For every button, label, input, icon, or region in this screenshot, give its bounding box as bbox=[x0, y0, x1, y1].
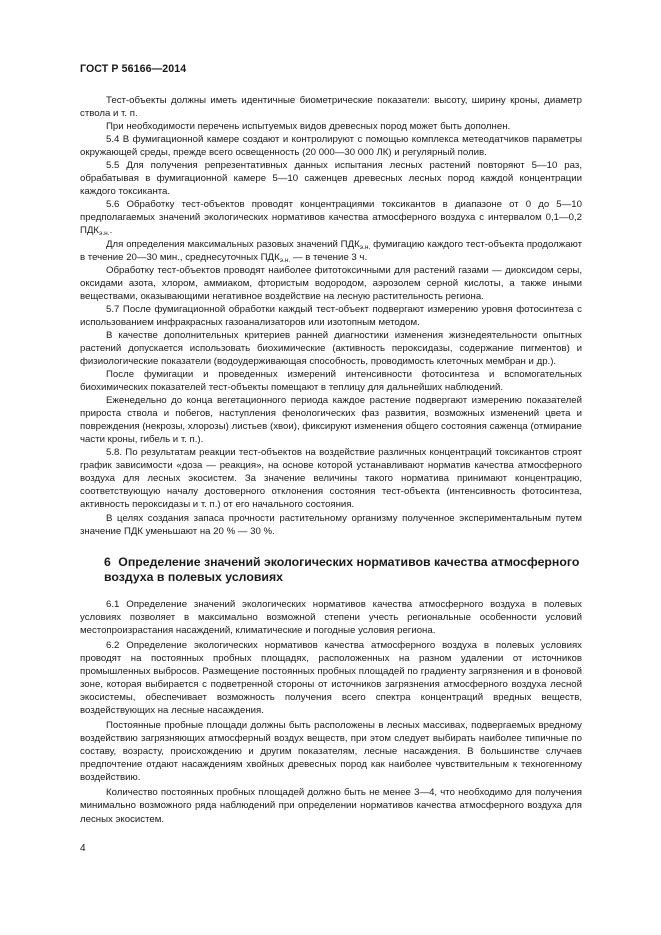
paragraph: После фумигации и проведенных измерений интенсивности фотосинтеза и вспомогательных биохимических показателей тест-объекты помещают в теплицу для дальнейших наблюдений. bbox=[80, 368, 582, 394]
paragraph-5-5: 5.5 Для получения репрезентативных данных испытания лесных растений повторяют 5—10 раз, обрабатывая в фумигационной камере 5—10 саженцев древесных лесных пород каждой концентрации каждого токсиканта. bbox=[80, 160, 582, 198]
paragraph-5-7: 5.7 После фумигационной обработки каждый тест-объект подвергают измерению уровня фотосинтеза с использованием инфракрасных газоанализаторов или изотопным методом. bbox=[80, 303, 582, 328]
paragraph: В целях создания запаса прочности растительному организму полученное экспериментальным путем значение ПДК уменьшают на 20 % — 30 %. bbox=[80, 512, 582, 537]
paragraph: Количество постоянных пробных площадей должно быть не менее 3—4, что необходимо для получения минимально возможного ряда наблюдений при определении нормативов качества атмосферного воздуха для лесных экосистем. bbox=[80, 787, 582, 825]
paragraph: Тест-объекты должны иметь идентичные биометрические показатели: высоту, ширину кроны, диаметр ствола и т. п. bbox=[80, 95, 582, 120]
paragraph bbox=[80, 238, 582, 264]
paragraph-text: 5.6 Обработку тест-объектов проводят концентрациями токсикантов в диапазоне от 0 до 5—10 предполагаемых значений экологических нормативов качества атмосферного воздуха с интервалом 0,1—0,2 ПДК bbox=[80, 199, 582, 237]
paragraph: Постоянные пробные площади должны быть расположены в лесных массивах, подвергаемых вредному воздействию загрязняющих атмосферный воздух веществ, при этом следует выбирать наиболее типичные по составу, возрасту, происхождению и другим показателям, лесные насаждения. В большинстве случаев предпочтение отдают насаждениям хвойных древесных пород как наиболее чувствительным к техногенному воздействию. bbox=[80, 720, 582, 784]
paragraph-text: — в течение 3 ч. bbox=[290, 251, 368, 263]
page-number: 4 bbox=[80, 843, 86, 854]
section-title: Определение значений экологических нормативов качества атмосферного воздуха в полевых условиях bbox=[104, 554, 580, 585]
page-header: ГОСТ Р 56166—2014 bbox=[80, 63, 187, 75]
paragraph-6-2: 6.2 Определение экологических нормативов качества атмосферного воздуха в полевых условиях проводят на постоянных пробных площадях, расположенных на разном удалении от источников промышленных выбросов. Размещение постоянных пробных площадей по градиенту загрязнения и в фоновой зоне, которая выбирается с подветренной стороны от источников загрязнения атмосферного воздуха лесной экосистемы, обеспечивает возможность получения всего спектра концентраций вредных веществ, воздействующих на лесные насаждения. bbox=[80, 639, 582, 717]
paragraph-5-6 bbox=[80, 198, 582, 237]
paragraph-text: фумигацию каждого тест-объекта продолжают в течение 20—30 мин., среднесуточных ПДК bbox=[80, 238, 582, 263]
document-body bbox=[80, 94, 582, 826]
paragraph-6-1: 6.1 Определение значений экологических нормативов качества атмосферного воздуха в полевых условиях позволяет в максимально возможной степени учесть региональные особенности условий местопроизрастания насаждений, климатические и погодные условия региона. bbox=[80, 598, 582, 636]
paragraph: В качестве дополнительных критериев ранней диагностики изменения жизнедеятельности опытных растений допускается использовать биохимические (активность пероксидазы, содержание пигментов) и физиологические показатели (водоудерживающая способность, проводимость клеточных мембран и др.). bbox=[80, 329, 582, 367]
section-heading bbox=[80, 555, 582, 586]
paragraph-5-8: 5.8. По результатам реакции тест-объектов на воздействие различных концентраций токсикантов строят график зависимости «доза — реакция», на основе которой устанавливают норматив качества атмосферного воздуха для лесных экосистем. За значение величины такого норматива принимают концентрацию, соответствующую началу достоверного отклонения состояния тест-объекта (интенсивность фотосинтеза, активность пероксидазы и т. п.) от его начального состояния. bbox=[80, 447, 582, 511]
subscript: э.н. bbox=[279, 256, 291, 264]
paragraph: Еженедельно до конца вегетационного периода каждое растение подвергают измерению показателей прироста ствола и побегов, наступления фенологических фаз развития, возможных изменений цвета и повреждения (некрозы, хлорозы) листьев (хвои), фиксируют изменения общего состояния саженца (отмирание части кроны, гибель и т. п.). bbox=[80, 395, 582, 446]
paragraph: Обработку тест-объектов проводят наиболее фитотоксичными для растений газами — диоксидом серы, оксидами азота, хлором, аммиаком, фтористым водородом, аэрозолем серной кислоты, а также иными веществами, оказывающими негативное воздействие на лесную растительность региона. bbox=[80, 264, 582, 302]
subscript: э.н. bbox=[99, 230, 110, 238]
subscript: э.н. bbox=[359, 243, 371, 251]
paragraph-5-4: 5.4 В фумигационной камере создают и контролируют с помощью комплекса метеодатчиков параметры окружающей среды, прежде всего освещенность (20 000—30 000 ЛК) и регулярный полив. bbox=[80, 134, 582, 159]
paragraph: При необходимости перечень испытуемых видов древесных пород может быть дополнен. bbox=[106, 121, 511, 133]
paragraph-text: . bbox=[109, 225, 113, 237]
section-number: 6 bbox=[104, 554, 111, 569]
paragraph-text: Для определения максимальных разовых значений ПДК bbox=[106, 238, 360, 250]
